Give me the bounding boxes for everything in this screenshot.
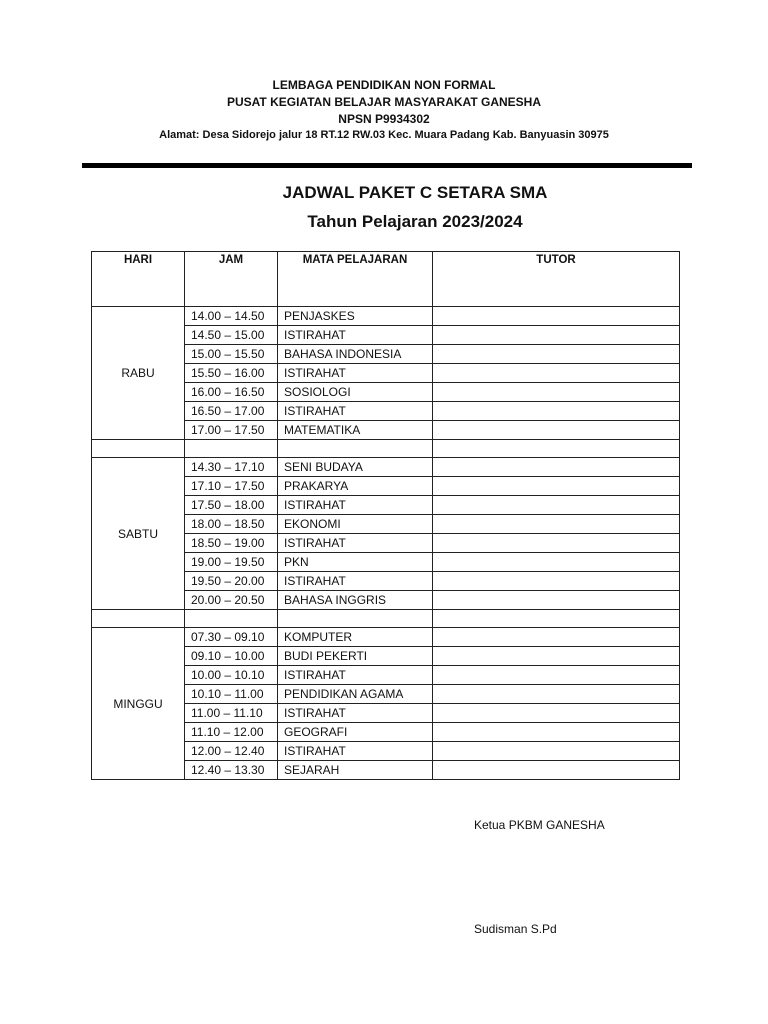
tutor-cell	[433, 723, 680, 742]
schedule-table	[91, 251, 680, 780]
time-cell: 12.40 – 13.30	[185, 761, 278, 780]
subject-cell: KOMPUTER	[278, 628, 433, 647]
subject-cell: GEOGRAFI	[278, 723, 433, 742]
header-mata-pelajaran: MATA PELAJARAN	[278, 252, 433, 307]
subject-cell: SOSIOLOGI	[278, 383, 433, 402]
time-cell: 11.00 – 11.10	[185, 704, 278, 723]
header-tutor: TUTOR	[433, 252, 680, 307]
subject-cell: PENDIDIKAN AGAMA	[278, 685, 433, 704]
subject-cell: PKN	[278, 553, 433, 572]
time-cell: 15.00 – 15.50	[185, 345, 278, 364]
spacer-cell	[185, 610, 278, 628]
spacer-cell	[92, 440, 185, 458]
schedule-body	[92, 307, 680, 780]
spacer-row	[92, 610, 680, 628]
tutor-cell	[433, 666, 680, 685]
tutor-cell	[433, 515, 680, 534]
spacer-cell	[278, 440, 433, 458]
time-cell: 14.00 – 14.50	[185, 307, 278, 326]
subject-cell: ISTIRAHAT	[278, 704, 433, 723]
time-cell: 17.00 – 17.50	[185, 421, 278, 440]
time-cell: 20.00 – 20.50	[185, 591, 278, 610]
day-cell: MINGGU	[92, 628, 185, 780]
tutor-cell	[433, 402, 680, 421]
table-header-row	[92, 252, 680, 307]
time-cell: 19.00 – 19.50	[185, 553, 278, 572]
time-cell: 10.10 – 11.00	[185, 685, 278, 704]
spacer-cell	[433, 610, 680, 628]
tutor-cell	[433, 477, 680, 496]
subject-cell: MATEMATIKA	[278, 421, 433, 440]
tutor-cell	[433, 647, 680, 666]
tutor-cell	[433, 458, 680, 477]
signature-role: Ketua PKBM GANESHA	[474, 818, 605, 832]
institution-type: LEMBAGA PENDIDIKAN NON FORMAL	[272, 78, 496, 92]
tutor-cell	[433, 534, 680, 553]
institution-name: PUSAT KEGIATAN BELAJAR MASYARAKAT GANESHA	[226, 95, 541, 109]
subject-cell: ISTIRAHAT	[278, 572, 433, 591]
academic-year: Tahun Pelajaran 2023/2024	[307, 212, 523, 231]
header-divider	[82, 163, 692, 168]
time-cell: 15.50 – 16.00	[185, 364, 278, 383]
tutor-cell	[433, 383, 680, 402]
subject-cell: ISTIRAHAT	[278, 742, 433, 761]
subject-cell: ISTIRAHAT	[278, 402, 433, 421]
time-cell: 16.00 – 16.50	[185, 383, 278, 402]
subject-cell: ISTIRAHAT	[278, 326, 433, 345]
table-row	[92, 307, 680, 326]
spacer-cell	[185, 440, 278, 458]
time-cell: 12.00 – 12.40	[185, 742, 278, 761]
subject-cell: SENI BUDAYA	[278, 458, 433, 477]
day-cell: SABTU	[92, 458, 185, 610]
spacer-cell	[278, 610, 433, 628]
subject-cell: BAHASA INDONESIA	[278, 345, 433, 364]
subject-cell: BUDI PEKERTI	[278, 647, 433, 666]
tutor-cell	[433, 364, 680, 383]
spacer-cell	[433, 440, 680, 458]
header-hari: HARI	[92, 252, 185, 307]
institution-address: Alamat: Desa Sidorejo jalur 18 RT.12 RW.03 Kec. Muara Padang Kab. Banyuasin 30975	[159, 129, 609, 141]
table-row	[92, 458, 680, 477]
time-cell: 17.50 – 18.00	[185, 496, 278, 515]
header-jam: JAM	[185, 252, 278, 307]
subject-cell: ISTIRAHAT	[278, 496, 433, 515]
time-cell: 17.10 – 17.50	[185, 477, 278, 496]
spacer-cell	[92, 610, 185, 628]
subject-cell: BAHASA INGGRIS	[278, 591, 433, 610]
spacer-row	[92, 440, 680, 458]
day-cell: RABU	[92, 307, 185, 440]
npsn-number: NPSN P9934302	[338, 112, 430, 126]
subject-cell: PENJASKES	[278, 307, 433, 326]
time-cell: 14.50 – 15.00	[185, 326, 278, 345]
tutor-cell	[433, 742, 680, 761]
tutor-cell	[433, 326, 680, 345]
tutor-cell	[433, 685, 680, 704]
subject-cell: EKONOMI	[278, 515, 433, 534]
time-cell: 16.50 – 17.00	[185, 402, 278, 421]
tutor-cell	[433, 307, 680, 326]
time-cell: 10.00 – 10.10	[185, 666, 278, 685]
time-cell: 19.50 – 20.00	[185, 572, 278, 591]
time-cell: 09.10 – 10.00	[185, 647, 278, 666]
tutor-cell	[433, 496, 680, 515]
document-title: JADWAL PAKET C SETARA SMA	[282, 183, 548, 202]
subject-cell: ISTIRAHAT	[278, 534, 433, 553]
subject-cell: PRAKARYA	[278, 477, 433, 496]
table-row	[92, 628, 680, 647]
tutor-cell	[433, 421, 680, 440]
time-cell: 14.30 – 17.10	[185, 458, 278, 477]
tutor-cell	[433, 704, 680, 723]
tutor-cell	[433, 572, 680, 591]
subject-cell: ISTIRAHAT	[278, 666, 433, 685]
time-cell: 07.30 – 09.10	[185, 628, 278, 647]
time-cell: 11.10 – 12.00	[185, 723, 278, 742]
time-cell: 18.50 – 19.00	[185, 534, 278, 553]
tutor-cell	[433, 553, 680, 572]
tutor-cell	[433, 345, 680, 364]
time-cell: 18.00 – 18.50	[185, 515, 278, 534]
tutor-cell	[433, 761, 680, 780]
subject-cell: ISTIRAHAT	[278, 364, 433, 383]
subject-cell: SEJARAH	[278, 761, 433, 780]
tutor-cell	[433, 591, 680, 610]
tutor-cell	[433, 628, 680, 647]
signature-name: Sudisman S.Pd	[474, 922, 557, 936]
